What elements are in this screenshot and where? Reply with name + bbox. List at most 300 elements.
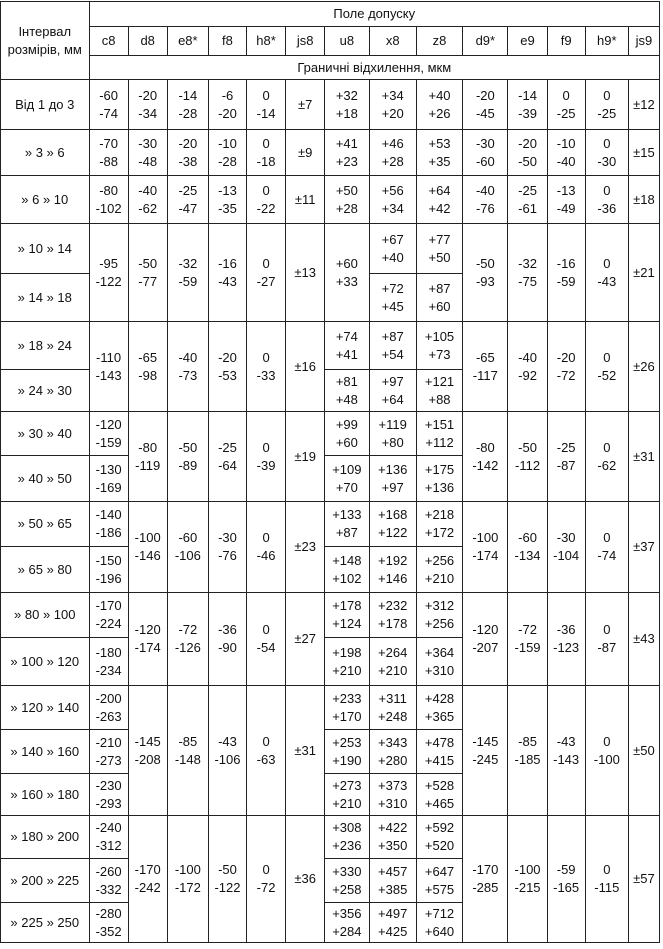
cell-d8	[128, 130, 167, 176]
cell-z8	[416, 593, 462, 638]
cell-z8	[416, 686, 462, 730]
lower-deviation: +50	[428, 249, 451, 265]
cell-f8	[208, 593, 246, 686]
table-row	[1, 224, 660, 274]
lower-deviation: +54	[381, 346, 404, 362]
lower-deviation: -52	[597, 367, 617, 383]
cell-d9	[463, 593, 508, 686]
upper-deviation: +67	[381, 231, 404, 247]
lower-deviation: -98	[138, 367, 158, 383]
cell-js9: ±21	[628, 224, 659, 322]
upper-deviation: -72	[518, 622, 537, 637]
lower-deviation: +97	[381, 479, 404, 495]
cell-js9: ±18	[628, 176, 659, 224]
lower-deviation: -30	[597, 153, 617, 169]
upper-deviation: -43	[218, 733, 237, 749]
cell-z8	[416, 859, 462, 903]
table-row	[1, 80, 660, 130]
lower-deviation: -50	[518, 153, 537, 169]
upper-deviation: -32	[178, 255, 198, 271]
cell-x8	[369, 816, 416, 859]
lower-deviation: -224	[95, 616, 122, 631]
lower-deviation: -48	[138, 153, 158, 169]
lower-deviation: +210	[378, 662, 408, 678]
lower-deviation: -122	[95, 273, 122, 289]
lower-deviation: -53	[218, 367, 237, 383]
lower-deviation: +33	[335, 273, 358, 289]
lower-deviation: -39	[518, 105, 537, 121]
upper-deviation: -20	[556, 349, 576, 365]
upper-deviation: 0	[603, 733, 611, 749]
upper-deviation: -14	[178, 87, 198, 103]
cell-f8	[208, 816, 246, 943]
lower-deviation: -142	[472, 457, 499, 473]
cell-e8	[167, 593, 208, 686]
cell-z8	[416, 412, 462, 456]
lower-deviation: -134	[514, 548, 541, 563]
cell-f8	[208, 80, 246, 130]
lower-deviation: +112	[425, 434, 454, 450]
upper-deviation: 0	[262, 530, 270, 545]
lower-deviation: -28	[218, 153, 237, 169]
cell-f8	[208, 322, 246, 412]
lower-deviation: -174	[472, 548, 499, 563]
lower-deviation: -27	[256, 273, 276, 289]
cell-z8	[416, 502, 462, 547]
cell-d8	[128, 686, 167, 816]
cell-c8	[89, 859, 128, 903]
lower-deviation: +122	[378, 525, 408, 540]
interval-cell: » 140 » 160	[1, 730, 90, 774]
lower-deviation: -34	[138, 105, 158, 121]
upper-deviation: -30	[138, 135, 158, 151]
interval-cell: » 180 » 200	[1, 816, 90, 859]
upper-deviation: -50	[218, 862, 237, 877]
lower-deviation: -126	[174, 640, 201, 655]
upper-deviation: -50	[518, 439, 537, 455]
cell-h9	[585, 130, 628, 176]
upper-deviation: +356	[332, 905, 362, 921]
lower-deviation: -77	[138, 273, 158, 289]
upper-deviation: +81	[335, 373, 358, 389]
upper-deviation: +373	[378, 777, 408, 793]
table-row	[1, 816, 660, 859]
lower-deviation: -92	[518, 367, 537, 383]
upper-deviation: -65	[138, 349, 158, 365]
lower-deviation: -25	[556, 105, 576, 121]
upper-deviation: +32	[335, 87, 358, 103]
cell-e8	[167, 686, 208, 816]
cell-c8	[89, 502, 128, 547]
cell-c8	[89, 730, 128, 774]
upper-deviation: -60	[178, 530, 198, 545]
upper-deviation: -170	[134, 862, 161, 877]
upper-deviation: -150	[95, 552, 122, 568]
cell-d8	[128, 176, 167, 224]
table-row	[1, 593, 660, 638]
cell-h8	[247, 502, 286, 593]
cell-js9: ±37	[628, 502, 659, 593]
interval-cell: » 120 » 140	[1, 686, 90, 730]
upper-deviation: 0	[603, 182, 611, 198]
upper-deviation: -40	[178, 349, 198, 365]
lower-deviation: +35	[428, 153, 451, 169]
cell-h8	[247, 224, 286, 322]
cell-e8	[167, 412, 208, 502]
upper-deviation: +40	[428, 87, 451, 103]
cell-z8	[416, 322, 462, 370]
lower-deviation: -45	[475, 105, 495, 121]
cell-js8: ±11	[286, 176, 325, 224]
interval-cell: » 24 » 30	[1, 370, 90, 412]
cell-e9	[508, 502, 547, 593]
lower-deviation: -73	[178, 367, 198, 383]
upper-deviation: +256	[424, 552, 455, 568]
lower-deviation: +102	[332, 570, 362, 586]
lower-deviation: +178	[378, 616, 408, 631]
cell-f9	[547, 130, 585, 176]
cell-x8	[369, 130, 416, 176]
cell-h8	[247, 322, 286, 412]
upper-deviation: +712	[424, 905, 455, 921]
lower-deviation: -93	[475, 273, 495, 289]
upper-deviation: -16	[556, 255, 576, 271]
col-e9: e9	[508, 27, 547, 56]
upper-deviation: 0	[603, 349, 611, 365]
upper-deviation: -20	[218, 349, 237, 365]
cell-c8	[89, 176, 128, 224]
col-f8: f8	[208, 27, 246, 56]
col-c8: c8	[89, 27, 128, 56]
cell-e8	[167, 816, 208, 943]
upper-deviation: -36	[556, 622, 576, 637]
cell-x8	[369, 638, 416, 686]
cell-js8: ±13	[286, 224, 325, 322]
upper-deviation: 0	[603, 622, 611, 637]
upper-deviation: +343	[378, 734, 408, 750]
upper-deviation: +330	[332, 863, 362, 879]
cell-x8	[369, 456, 416, 502]
lower-deviation: +210	[332, 662, 362, 678]
upper-deviation: -95	[99, 255, 118, 271]
lower-deviation: +40	[381, 249, 404, 265]
lower-deviation: -215	[514, 880, 541, 895]
upper-deviation: -20	[475, 87, 495, 103]
upper-deviation: +192	[378, 552, 408, 568]
upper-deviation: +34	[381, 87, 404, 103]
upper-deviation: -13	[556, 182, 576, 198]
upper-deviation: +232	[378, 598, 408, 613]
cell-js9: ±12	[628, 80, 659, 130]
lower-deviation: -104	[553, 548, 580, 563]
upper-deviation: +168	[378, 507, 408, 522]
upper-deviation: -280	[95, 905, 122, 921]
cell-f9	[547, 686, 585, 816]
cell-x8	[369, 274, 416, 322]
upper-deviation: 0	[262, 622, 270, 637]
upper-deviation: 0	[262, 349, 270, 365]
cell-c8	[89, 774, 128, 816]
upper-deviation: -30	[556, 530, 576, 545]
cell-d8	[128, 593, 167, 686]
col-js8: js8	[286, 27, 325, 56]
cell-js8: ±9	[286, 130, 325, 176]
upper-deviation: -260	[95, 863, 122, 879]
cell-x8	[369, 774, 416, 816]
upper-deviation: +77	[428, 231, 451, 247]
upper-deviation: +218	[424, 507, 455, 522]
upper-deviation: +497	[378, 905, 408, 921]
cell-h9	[585, 322, 628, 412]
cell-e9	[508, 224, 547, 322]
lower-deviation: -119	[135, 457, 161, 473]
upper-deviation: 0	[603, 530, 611, 545]
upper-deviation: +56	[381, 182, 404, 198]
upper-deviation: +50	[335, 182, 358, 198]
lower-deviation: -165	[553, 880, 580, 895]
cell-e9	[508, 412, 547, 502]
lower-deviation: +258	[332, 881, 362, 897]
lower-deviation: -112	[515, 457, 541, 473]
cell-x8	[369, 730, 416, 774]
upper-deviation: -20	[518, 135, 537, 151]
cell-e9	[508, 816, 547, 943]
upper-deviation: 0	[562, 87, 570, 103]
cell-d8	[128, 322, 167, 412]
lower-deviation: -146	[134, 548, 161, 563]
cell-z8	[416, 816, 462, 859]
upper-deviation: 0	[262, 862, 270, 877]
upper-deviation: -80	[138, 439, 158, 455]
lower-deviation: -242	[134, 880, 161, 895]
upper-deviation: +428	[424, 690, 455, 706]
upper-deviation: +311	[378, 690, 407, 706]
cell-h8	[247, 593, 286, 686]
cell-u8	[325, 903, 369, 943]
upper-deviation: -210	[95, 734, 122, 750]
cell-u8	[325, 686, 369, 730]
cell-u8	[325, 130, 369, 176]
lower-deviation: -33	[256, 367, 276, 383]
upper-deviation: +422	[378, 820, 408, 835]
upper-deviation: -10	[218, 135, 237, 151]
lower-deviation: +172	[424, 525, 455, 540]
cell-h8	[247, 412, 286, 502]
interval-cell: » 14 » 18	[1, 274, 90, 322]
interval-header: Інтервал розмірів, мм	[1, 2, 90, 80]
upper-deviation: -40	[475, 182, 495, 198]
cell-d8	[128, 80, 167, 130]
upper-deviation: -6	[221, 87, 234, 103]
cell-e8	[167, 176, 208, 224]
upper-deviation: +87	[381, 328, 404, 344]
cell-d9	[463, 686, 508, 816]
upper-deviation: -200	[95, 690, 122, 706]
lower-deviation: +425	[378, 923, 408, 939]
cell-h8	[247, 130, 286, 176]
upper-deviation: 0	[603, 255, 611, 271]
upper-deviation: -230	[95, 777, 122, 793]
lower-deviation: -273	[95, 752, 122, 768]
lower-deviation: -62	[597, 457, 617, 473]
lower-deviation: -61	[518, 200, 537, 216]
tolerance-table	[0, 1, 660, 943]
lower-deviation: -234	[95, 662, 122, 678]
cell-f8	[208, 130, 246, 176]
cell-u8	[325, 456, 369, 502]
interval-cell: » 225 » 250	[1, 903, 90, 943]
lower-deviation: +80	[381, 434, 404, 450]
cell-h8	[247, 80, 286, 130]
upper-deviation: -120	[472, 622, 499, 637]
cell-d8	[128, 224, 167, 322]
cell-h9	[585, 502, 628, 593]
cell-f9	[547, 322, 585, 412]
lower-deviation: -106	[214, 751, 241, 767]
lower-deviation: -39	[256, 457, 276, 473]
lower-deviation: -186	[95, 525, 122, 540]
lower-deviation: +210	[332, 795, 362, 811]
upper-deviation: -180	[95, 644, 122, 660]
interval-cell: » 200 » 225	[1, 859, 90, 903]
lower-deviation: -64	[218, 457, 237, 473]
cell-z8	[416, 176, 462, 224]
cell-js8: ±16	[286, 322, 325, 412]
lower-deviation: -89	[178, 457, 198, 473]
upper-deviation: +151	[424, 416, 455, 432]
upper-deviation: -120	[95, 416, 122, 432]
upper-deviation: +109	[332, 461, 362, 477]
cell-js9: ±15	[628, 130, 659, 176]
upper-deviation: +264	[378, 644, 408, 660]
cell-x8	[369, 547, 416, 593]
cell-z8	[416, 370, 462, 412]
cell-z8	[416, 456, 462, 502]
upper-deviation: -145	[472, 733, 499, 749]
lower-deviation: +34	[381, 200, 404, 216]
lower-deviation: +136	[424, 479, 455, 495]
cell-d9	[463, 412, 508, 502]
cell-f9	[547, 816, 585, 943]
lower-deviation: -18	[256, 153, 276, 169]
upper-deviation: -20	[178, 135, 198, 151]
lower-deviation: -74	[597, 548, 617, 563]
lower-deviation: +88	[428, 391, 451, 407]
lower-deviation: +124	[332, 616, 362, 631]
upper-deviation: -85	[178, 733, 198, 749]
table-row	[1, 176, 660, 224]
upper-deviation: -30	[475, 135, 495, 151]
interval-cell: » 30 » 40	[1, 412, 90, 456]
lower-deviation: +60	[335, 434, 358, 450]
cell-x8	[369, 176, 416, 224]
upper-deviation: 0	[262, 87, 270, 103]
lower-deviation: -35	[218, 200, 237, 216]
cell-c8	[89, 80, 128, 130]
lower-deviation: -102	[95, 200, 122, 216]
limit-deviations-header: Граничні відхилення, мкм	[89, 56, 659, 80]
upper-deviation: -30	[218, 530, 237, 545]
lower-deviation: -159	[95, 434, 122, 450]
lower-deviation: -49	[556, 200, 576, 216]
cell-u8	[325, 412, 369, 456]
lower-deviation: +310	[378, 795, 408, 811]
cell-z8	[416, 80, 462, 130]
lower-deviation: +248	[378, 708, 408, 724]
cell-x8	[369, 80, 416, 130]
interval-cell: » 3 » 6	[1, 130, 90, 176]
upper-deviation: -16	[218, 255, 237, 271]
lower-deviation: -87	[597, 640, 617, 655]
cell-f8	[208, 686, 246, 816]
cell-js9: ±50	[628, 686, 659, 816]
upper-deviation: -100	[514, 862, 541, 877]
lower-deviation: -20	[218, 105, 237, 121]
lower-deviation: -72	[556, 367, 576, 383]
cell-z8	[416, 774, 462, 816]
lower-deviation: +520	[424, 838, 455, 853]
lower-deviation: +465	[424, 795, 455, 811]
cell-c8	[89, 130, 128, 176]
cell-h9	[585, 593, 628, 686]
lower-deviation: +70	[335, 479, 358, 495]
lower-deviation: +64	[381, 391, 404, 407]
lower-deviation: +365	[424, 708, 455, 724]
lower-deviation: +48	[335, 391, 358, 407]
lower-deviation: +284	[332, 923, 362, 939]
upper-deviation: -13	[218, 182, 237, 198]
lower-deviation: -196	[95, 570, 122, 586]
lower-deviation: -352	[95, 923, 122, 939]
lower-deviation: -117	[472, 367, 498, 383]
upper-deviation: +312	[424, 598, 455, 613]
upper-deviation: -85	[518, 733, 537, 749]
upper-deviation: +41	[335, 135, 358, 151]
cell-z8	[416, 274, 462, 322]
cell-u8	[325, 774, 369, 816]
lower-deviation: -122	[214, 880, 241, 895]
cell-h8	[247, 816, 286, 943]
cell-js8: ±36	[286, 816, 325, 943]
lower-deviation: +45	[381, 298, 404, 314]
upper-deviation: 0	[603, 135, 611, 151]
cell-f9	[547, 412, 585, 502]
cell-e8	[167, 322, 208, 412]
cell-u8	[325, 224, 369, 322]
lower-deviation: -245	[472, 751, 499, 767]
upper-deviation: -50	[475, 255, 495, 271]
cell-c8	[89, 456, 128, 502]
table-row	[1, 130, 660, 176]
lower-deviation: +18	[335, 105, 358, 121]
upper-deviation: 0	[603, 87, 611, 103]
upper-deviation: +74	[335, 328, 358, 344]
cell-x8	[369, 903, 416, 943]
upper-deviation: +133	[332, 507, 362, 522]
upper-deviation: -100	[174, 862, 201, 877]
cell-x8	[369, 322, 416, 370]
cell-c8	[89, 322, 128, 412]
cell-js8: ±19	[286, 412, 325, 502]
lower-deviation: -185	[514, 751, 541, 767]
cell-u8	[325, 547, 369, 593]
upper-deviation: +528	[424, 777, 455, 793]
cell-d9	[463, 224, 508, 322]
cell-d9	[463, 322, 508, 412]
cell-u8	[325, 816, 369, 859]
cell-c8	[89, 903, 128, 943]
lower-deviation: +415	[424, 752, 455, 768]
